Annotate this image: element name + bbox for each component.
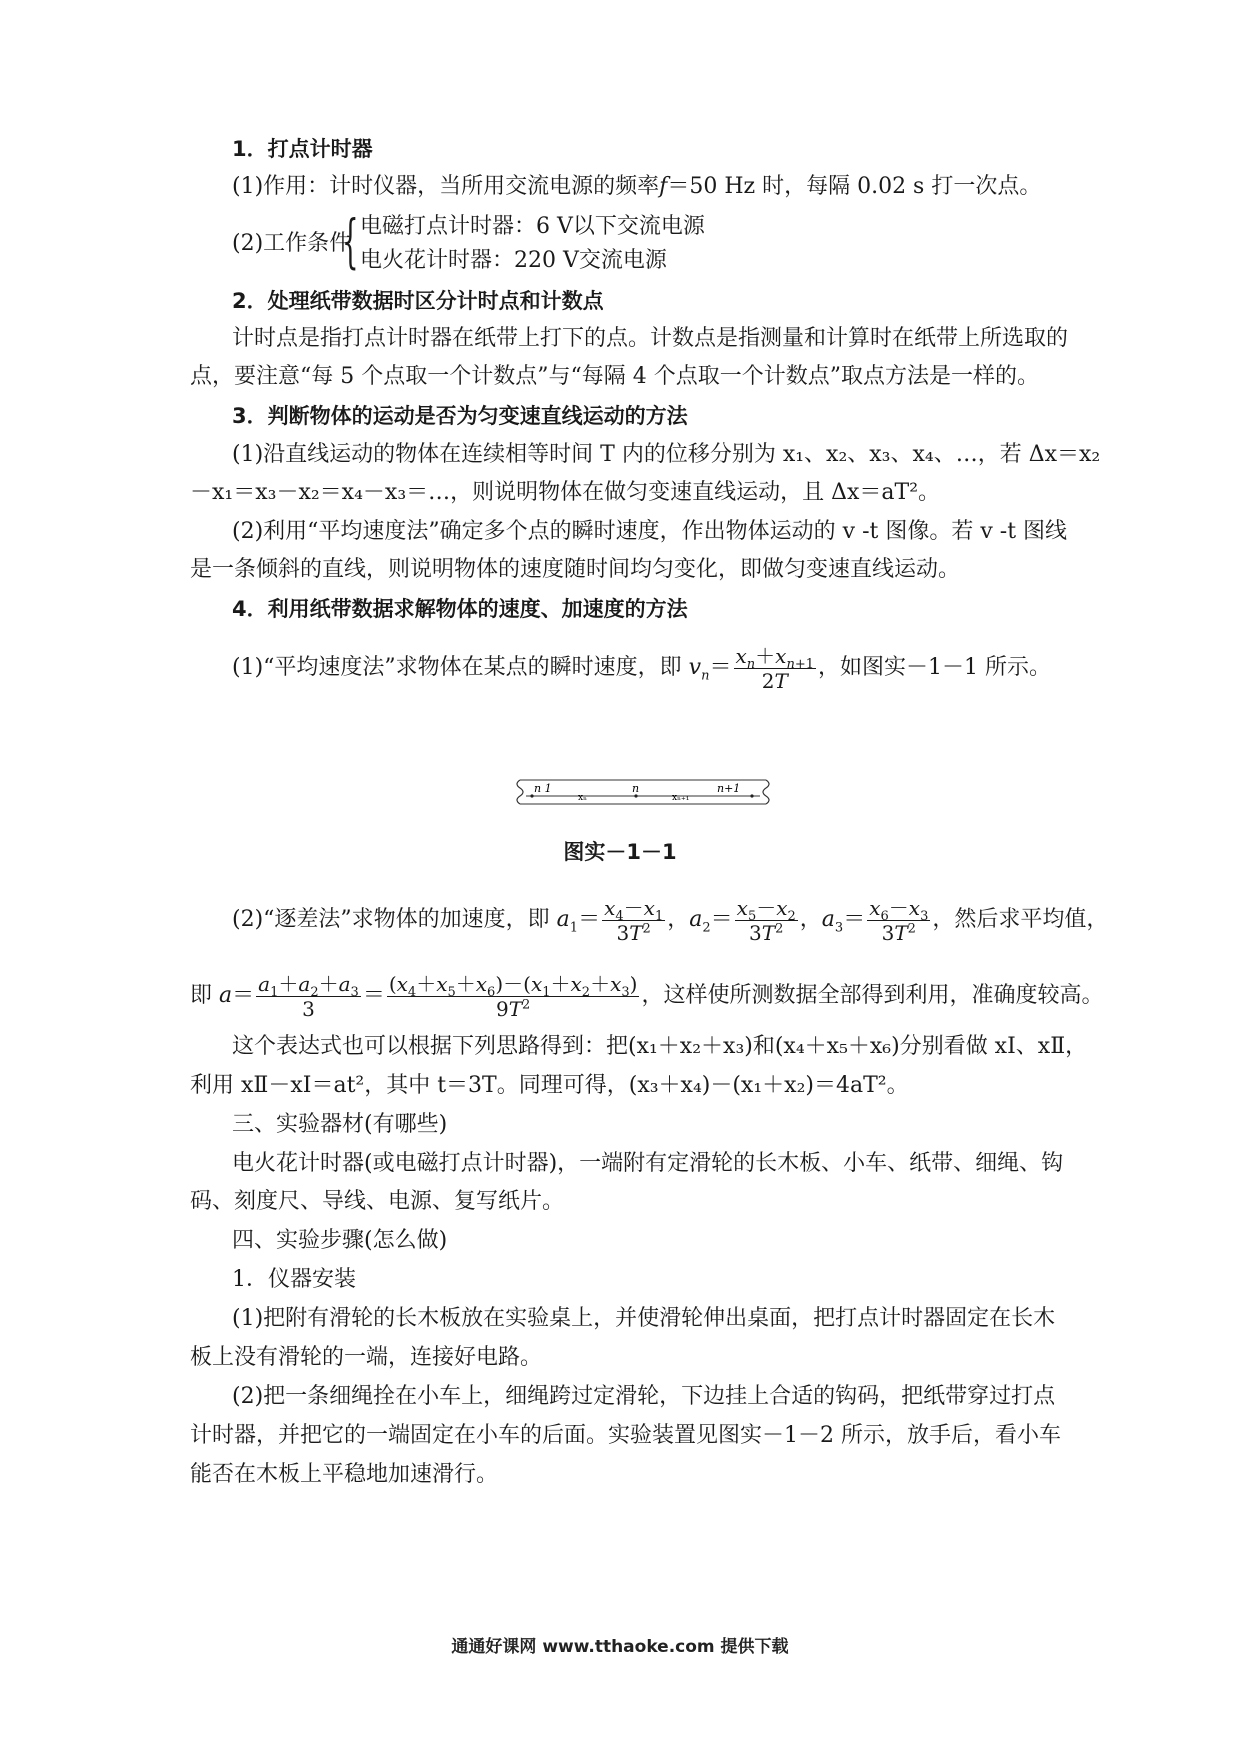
section-heading-equipment: 三、实验器材(有哪些) <box>232 1112 448 1137</box>
paragraph-step1-line2: 板上没有滑轮的一端，连接好电路。 <box>190 1345 543 1370</box>
paragraph-timer-function: (1)作用：计时仪器，当所用交流电源的频率f＝50 Hz 时，每隔 0.02 s 打一次点。 <box>232 174 1042 199</box>
section-heading-points: 2．处理纸带数据时区分计时点和计数点 <box>232 289 604 313</box>
tape-label-xn: xₙ <box>578 793 587 803</box>
paragraph-derivation-line2: 利用 xⅡ－xⅠ＝at²，其中 t＝3T。同理可得，(x₃＋x₄)－(x₁＋x₂)＝4aT²。 <box>190 1073 909 1098</box>
tape-label-n-minus-1: n 1 <box>534 782 552 795</box>
paragraph-equipment-line1: 电火花计时器(或电磁打点计时器)，一端附有定滑轮的长木板、小车、纸带、细绳、钩 <box>232 1151 1064 1176</box>
page-footer: 通通好课网 www.tthaoke.com 提供下载 <box>451 1637 789 1657</box>
tape-label-n: n <box>632 782 640 795</box>
paragraph-step1-line1: (1)把附有滑轮的长木板放在实验桌上，并使滑轮伸出桌面，把打点计时器固定在长木 <box>232 1306 1056 1331</box>
paragraph-average-acceleration: 即 a＝ $\frac{a_1+a_2+a_3}{3}$ ＝ $\frac{(x_4+x_5+x_6)-(x_1+x_2+x_3)}{9T^2}$ ，这样使所测数据全部得到利用，准确度较高。 <box>190 971 1104 1021</box>
subheading-installation: 1．仪器安装 <box>232 1267 356 1292</box>
working-condition-label: (2)工作条件 <box>232 231 352 256</box>
paragraph-step2-line3: 能否在木板上平稳地加速滑行。 <box>190 1462 499 1487</box>
paragraph-points-line1: 计时点是指打点计时器在纸带上打下的点。计数点是指测量和计算时在纸带上所选取的 <box>232 326 1069 351</box>
paragraph-judge-2-line2: 是一条倾斜的直线，则说明物体的速度随时间均匀变化，即做匀变速直线运动。 <box>190 557 961 582</box>
paragraph-step2-line2: 计时器，并把它的一端固定在小车的后面。实验装置见图实－1－2 所示，放手后，看小车 <box>190 1423 1061 1448</box>
paragraph-judge-1-line2: －x₁＝x₃－x₂＝x₄－x₃＝…，则说明物体在做匀变速直线运动，且 Δx＝aT²。 <box>190 480 941 505</box>
paragraph-judge-1-line1: (1)沿直线运动的物体在连续相等时间 T 内的位移分别为 x₁、x₂、x₃、x₄、…，若 Δx＝x₂ <box>232 442 1101 467</box>
section-heading-timer: 1．打点计时器 <box>232 137 373 161</box>
figure-caption: 图实－1－1 <box>563 840 677 864</box>
paragraph-step2-line1: (2)把一条细绳拴在小车上，细绳跨过定滑轮，下边挂上合适的钩码，把纸带穿过打点 <box>232 1384 1056 1409</box>
condition-item-spark: 电火花计时器：220 V交流电源 <box>360 248 667 273</box>
paragraph-judge-2-line1: (2)利用“平均速度法”确定多个点的瞬时速度，作出物体运动的 v -t 图像。若 v -t 图线 <box>232 519 1068 544</box>
paragraph-average-velocity: (1)“平均速度法”求物体在某点的瞬时速度，即 $v_n=$ $\frac{x_n+x_{n+1}}{2T}$ ，如图实－1－1 所示。 <box>232 643 1051 693</box>
condition-item-electromagnetic: 电磁打点计时器：6 V以下交流电源 <box>360 214 705 239</box>
section-heading-judge-motion: 3．判断物体的运动是否为匀变速直线运动的方法 <box>232 404 688 428</box>
paragraph-derivation-line1: 这个表达式也可以根据下列思路得到：把(x₁＋x₂＋x₃)和(x₄＋x₅＋x₆)分别看做 xⅠ、xⅡ， <box>232 1034 1088 1059</box>
paragraph-equipment-line2: 码、刻度尺、导线、电源、复写纸片。 <box>190 1189 565 1214</box>
section-heading-velocity-methods: 4．利用纸带数据求解物体的速度、加速度的方法 <box>232 597 688 621</box>
paragraph-points-line2: 点，要注意“每 5 个点取一个计数点”与“每隔 4 个点取一个计数点”取点方法是一样的。 <box>190 364 1039 389</box>
paragraph-successive-difference: (2)“逐差法”求物体的加速度，即 $a_1=$ $\frac{x_4-x_1}{3T^2}$ ，$a_2=$ $\frac{x_5-x_2}{3T^2}$ ，$a_3=$ $\frac{x_6-x_3}{3T^2}$ ，然后求平均值， <box>232 895 1109 945</box>
left-brace: { <box>342 207 359 275</box>
paper-tape-figure <box>512 776 774 816</box>
section-heading-steps: 四、实验步骤(怎么做) <box>232 1228 448 1253</box>
tape-label-n-plus-1: n+1 <box>717 782 741 795</box>
tape-label-xn-plus-1: xₙ₊₁ <box>672 793 690 803</box>
formula-vn-fraction: $\frac{x_n+x_{n+1}}{2T}$ <box>735 643 814 693</box>
